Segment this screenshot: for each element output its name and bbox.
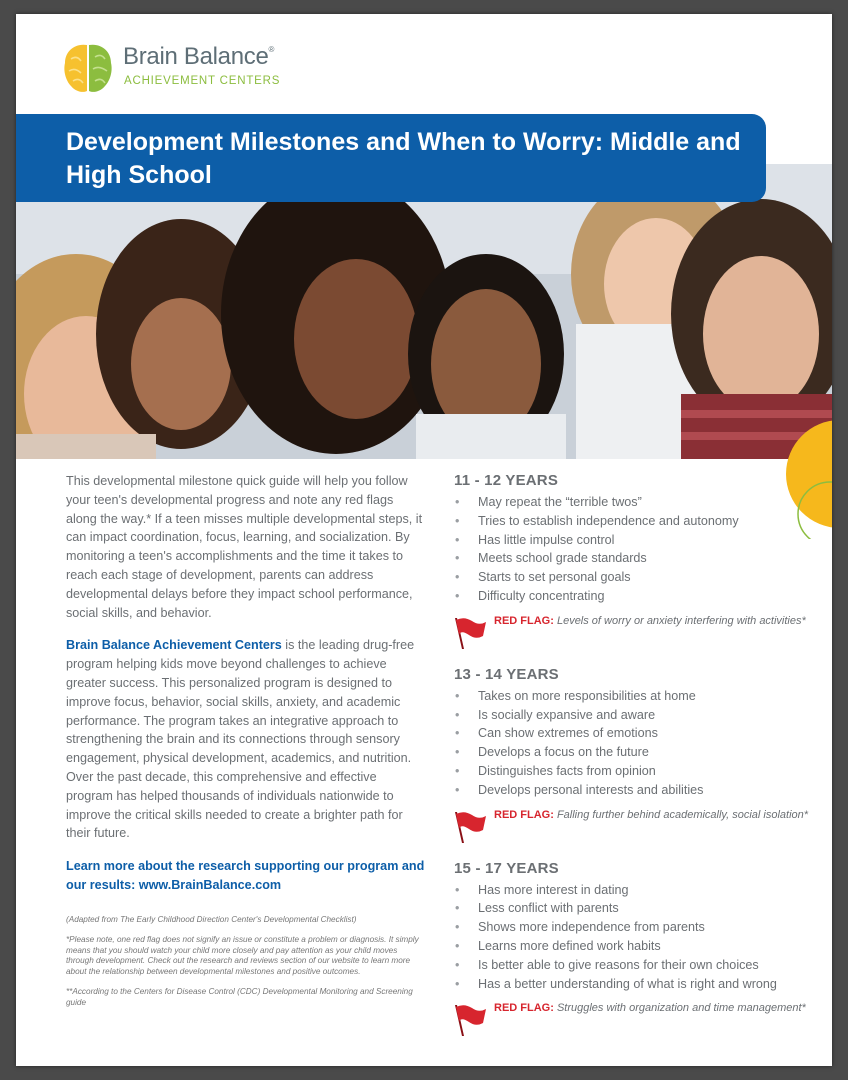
milestone-list <box>452 687 822 800</box>
about-paragraph <box>66 636 426 843</box>
bullet-icon: • <box>455 957 460 972</box>
bullet-icon: • <box>455 745 460 760</box>
list-item: • Shows more independence from parents <box>452 918 822 937</box>
bullet-icon: • <box>455 551 460 566</box>
hero-photo <box>16 164 832 459</box>
bullet-icon: • <box>455 882 460 897</box>
list-item: • Less conflict with parents <box>452 899 822 918</box>
document-page <box>16 14 832 1066</box>
list-item: • May repeat the “terrible twos” <box>452 493 822 512</box>
list-item: • Is socially expansive and aware <box>452 706 822 725</box>
red-flag-label: RED FLAG: <box>494 808 554 821</box>
age-title: 13 - 14 YEARS <box>454 665 559 683</box>
title-banner <box>16 114 766 202</box>
bullet-icon: • <box>455 570 460 585</box>
list-item: • Is better able to give reasons for their own choices <box>452 956 822 975</box>
list-item: • Tries to establish independence and autonomy <box>452 512 822 531</box>
age-section-11-12 <box>452 472 822 648</box>
page-title: Development Milestones and When to Worry: Middle and High School <box>66 128 741 189</box>
footnote-cdc: **According to the Centers for Disease Control (CDC) Developmental Monitoring and Screening guide <box>66 987 413 1007</box>
red-flag-label: RED FLAG: <box>494 1002 554 1015</box>
list-item: • Has a better understanding of what is right and wrong <box>452 975 822 994</box>
bullet-icon: • <box>455 726 460 741</box>
list-item: • Develops a focus on the future <box>452 743 822 762</box>
list-item: • Develops personal interests and abilities <box>452 781 822 800</box>
learn-more-link[interactable]: Learn more about the research supporting our program and our results: www.BrainBalance.com <box>66 859 425 892</box>
list-item: • Distinguishes facts from opinion <box>452 762 822 781</box>
bullet-icon: • <box>455 532 460 547</box>
bullet-icon: • <box>455 920 460 935</box>
logo-tagline: ACHIEVEMENT CENTERS <box>124 75 281 87</box>
brain-logo-icon <box>61 41 115 95</box>
age-section-15-17 <box>452 860 822 1036</box>
red-flag-text: Struggles with organization and time management* <box>556 1002 806 1015</box>
milestone-list <box>452 881 822 994</box>
footnote-adapted: (Adapted from The Early Childhood Direction Center's Developmental Checklist) <box>66 914 357 924</box>
about-lead: Brain Balance Achievement Centers <box>66 638 282 653</box>
list-item: • Difficulty concentrating <box>452 587 822 606</box>
age-section-13-14 <box>452 666 822 842</box>
red-flag-icon <box>452 810 488 844</box>
bullet-icon: • <box>455 707 460 722</box>
red-flag-icon <box>452 616 488 650</box>
red-flag-note <box>452 614 822 648</box>
decorative-circles <box>772 409 832 539</box>
about-body: is the leading drug-free program helping kids move beyond challenges to achieve greater success. This personalized program is designed to improve focus, behavior, social skills, anxiety, and academic performance. The program takes an integrative approach to strengthening the brain and its connections through sensory engagement, physical development, academics, and nutrition. Over the past decade, this comprehensive and effective program has helped thousands of individuals nationwide to improve the critical skills needed to create a brighter path for their future. <box>66 638 415 841</box>
age-title: 11 - 12 YEARS <box>454 472 559 489</box>
red-flag-text: Falling further behind academically, social isolation* <box>556 808 809 821</box>
red-flag-icon <box>452 1003 488 1037</box>
list-item: • Can show extremes of emotions <box>452 724 822 743</box>
list-item: • Starts to set personal goals <box>452 568 822 587</box>
list-item: • Has little impulse control <box>452 531 822 550</box>
logo-name: Brain Balance® <box>123 43 275 70</box>
footnote-note: *Please note, one red flag does not signify an issue or constitute a problem or diagnosis. It simply means that you should watch your child more closely and pay attention as your child moves through development. Check out the research and reviews section of our website to learn more about the relationship between developmental milestones and positive outcomes. <box>66 935 419 976</box>
bullet-icon: • <box>455 763 460 778</box>
red-flag-note <box>452 808 822 842</box>
bullet-icon: • <box>455 495 460 509</box>
red-flag-label: RED FLAG: <box>494 614 554 627</box>
bullet-icon: • <box>455 513 460 528</box>
brand-logo <box>61 41 321 95</box>
list-item: • Meets school grade standards <box>452 549 822 568</box>
intro-paragraph: This developmental milestone quick guide will help you follow your teen's developmental progress and note any red flags along the way.* If a teen misses multiple developmental steps, it can impact coordination, focus, learning, and socialization. By monitoring a teen's accomplishments and the time it takes to reach each stage of development, parents can address developmental delays before they impact school performance, social skills, and behavior. <box>66 474 423 620</box>
bullet-icon: • <box>455 938 460 953</box>
list-item: • Learns more defined work habits <box>452 937 822 956</box>
list-item: • Has more interest in dating <box>452 881 822 900</box>
bullet-icon: • <box>455 901 460 916</box>
red-flag-text: Levels of worry or anxiety interfering with activities* <box>556 614 806 627</box>
bullet-icon: • <box>455 588 460 603</box>
red-flag-note <box>452 1001 822 1035</box>
milestone-list <box>452 493 822 606</box>
bullet-icon: • <box>455 688 460 703</box>
age-title: 15 - 17 YEARS <box>454 859 559 877</box>
teens-group-photo-illustration <box>16 164 832 459</box>
left-column <box>66 472 426 1018</box>
list-item: • Takes on more responsibilities at home <box>452 687 822 706</box>
bullet-icon: • <box>455 976 460 991</box>
bullet-icon: • <box>455 782 460 797</box>
right-column <box>452 472 822 1045</box>
